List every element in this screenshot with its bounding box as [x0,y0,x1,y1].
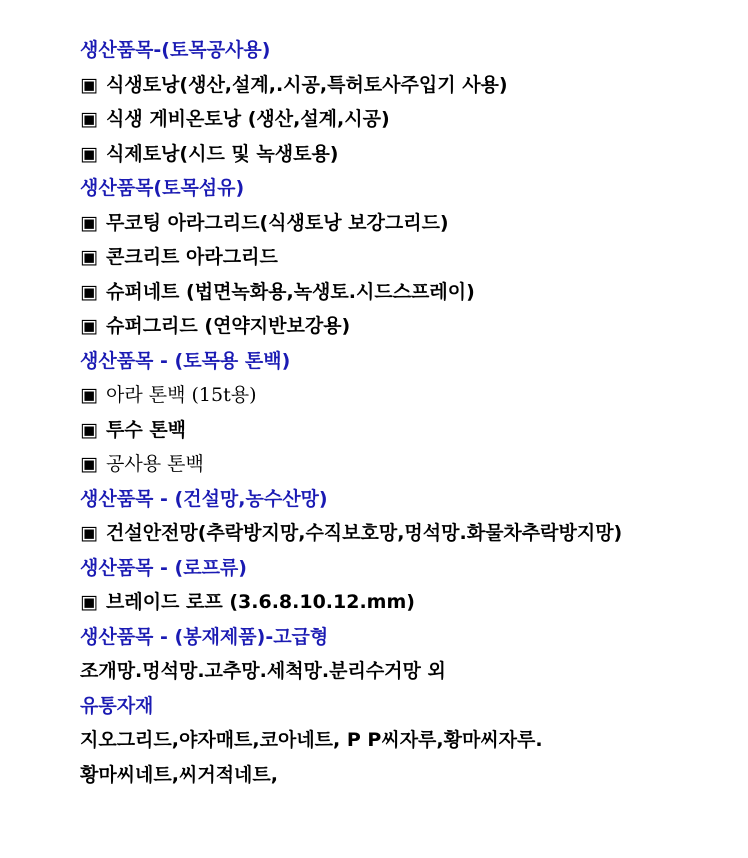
list-item-text: 브레이드 로프 (3.6.8.10.12.mm) [106,591,415,613]
list-item [80,275,740,310]
list-item-text: 식제토낭(시드 및 녹생토용) [106,142,339,165]
section-heading-rope: 생산품목 - (로프류) [80,556,247,579]
square-bullet-icon: ▣ [80,246,98,268]
square-bullet-icon: ▣ [80,211,98,234]
list-item [80,309,740,344]
list-item-text: 슈퍼네트 (법면녹화용,녹생토.시드스프레이) [106,280,475,303]
square-bullet-icon: ▣ [80,108,98,130]
list-item-text: 투수 톤백 [106,418,187,441]
list-item-text: 공사용 톤백 [106,453,204,475]
list-item-text: 식생 게비온토낭 (생산,설계,시공) [106,108,390,130]
square-bullet-icon: ▣ [80,315,98,337]
list-item [80,137,740,172]
list-item [80,516,740,551]
section-heading-ton-bag: 생산품목 - (토목용 톤백) [80,349,291,372]
list-item [80,447,740,482]
square-bullet-icon: ▣ [80,280,98,303]
list-item [80,378,740,413]
list-item-text: 슈퍼그리드 (연약지반보강용) [106,315,351,337]
list-item [80,206,740,241]
list-item [80,585,740,620]
text-line: 조개망.멍석망.고추망.세척망.분리수거망 외 [80,660,446,682]
section-heading-construction-net: 생산품목 - (건설망,농수산망) [80,487,328,510]
list-item-text: 무코팅 아라그리드(식생토낭 보강그리드) [106,211,449,234]
list-item [80,68,740,103]
square-bullet-icon: ▣ [80,384,98,406]
product-list-document [80,33,740,792]
text-line: 황마씨네트,씨거적네트, [80,763,278,786]
square-bullet-icon: ▣ [80,418,98,441]
square-bullet-icon: ▣ [80,522,98,544]
section-heading-sewn-products: 생산품목 - (봉재제품)-고급형 [80,625,329,648]
list-item [80,102,740,137]
list-item-text: 건설안전망(추락방지망,수직보호망,멍석망.화물차추락방지망) [106,522,623,544]
section-heading-distribution: 유통자재 [80,694,154,717]
square-bullet-icon: ▣ [80,453,98,475]
section-heading-geotextile: 생산품목(토목섬유) [80,177,245,199]
list-item [80,240,740,275]
square-bullet-icon: ▣ [80,142,98,165]
list-item-text: 아라 톤백 (15t용) [106,384,257,406]
square-bullet-icon: ▣ [80,73,98,96]
section-heading-civil-construction: 생산품목-(토목공사용) [80,39,271,61]
list-item [80,413,740,448]
list-item-text: 식생토낭(생산,설계,.시공,특허토사주입기 사용) [106,73,508,96]
list-item-text: 콘크리트 아라그리드 [106,246,278,268]
square-bullet-icon: ▣ [80,591,98,613]
text-line: 지오그리드,야자매트,코아네트, P P씨자루,황마씨자루. [80,729,543,751]
